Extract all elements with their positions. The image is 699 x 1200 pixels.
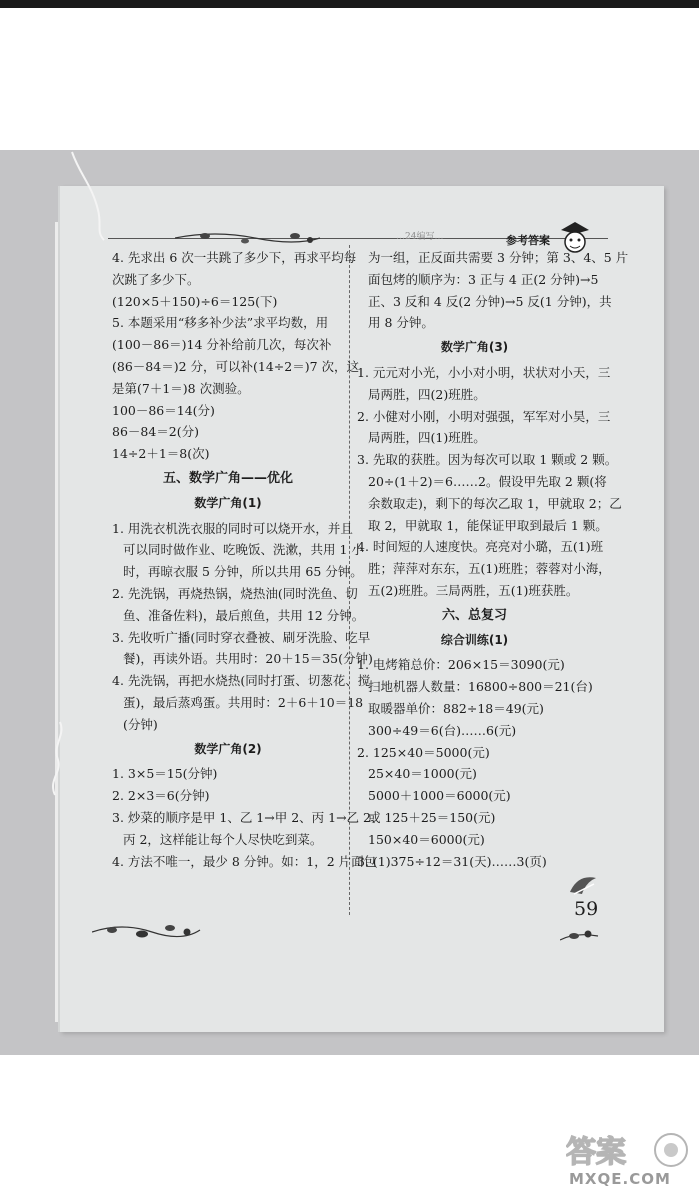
right-column-line: 扫地机器人数量：16800÷800＝21(台)	[368, 679, 593, 695]
right-column-line: 20÷(1＋2)＝6……2。假设甲先取 2 颗(将	[368, 473, 607, 489]
left-column-line: 丙 2，这样能让每个人尽快吃到菜。	[123, 831, 323, 847]
left-column-line: 2. 2×3＝6(分钟)	[112, 788, 210, 804]
right-column-line: 用 8 分钟。	[368, 315, 434, 331]
right-column-line: 300÷49＝6(台)……6(元)	[368, 722, 517, 738]
right-column-line: 局两胜，四(2)班胜。	[368, 386, 486, 402]
right-column-line: 150×40＝6000(元)	[368, 831, 485, 847]
left-column-line: 3. 先收听广播(同时穿衣叠被、刷牙洗脸、吃早	[112, 629, 371, 645]
left-column-line: 是第(7＋1＝)8 次测验。	[112, 380, 250, 396]
right-column-line: 正、3 反和 4 反(2 分钟)→5 反(1 分钟)，共	[368, 293, 612, 309]
left-column-line: 五、数学广角——优化	[162, 470, 293, 486]
left-column-line: 时，再晾衣服 5 分钟，所以共用 65 分钟。	[123, 564, 363, 580]
right-column-line: 或 125＋25＝150(元)	[368, 809, 496, 825]
page-corner-icon	[568, 872, 598, 898]
left-column-line: 14÷2＋1＝8(次)	[112, 446, 210, 462]
right-column-line: 1. 元元对小光，小小对小明，状状对小天，三	[357, 364, 611, 380]
right-column-line: 五(2)班胜。三局两胜，五(1)班获胜。	[368, 582, 579, 598]
left-column-line: 2. 先洗锅，再烧热锅，烧热油(同时洗鱼、切	[112, 585, 358, 601]
right-column-line: 余数取走)，剩下的每次乙取 1，甲就取 2；乙	[368, 495, 622, 511]
right-column-line: 面包烤的顺序为：3 正与 4 正(2 分钟)→5	[368, 271, 599, 287]
left-column	[112, 247, 384, 872]
left-column-line: 可以同时做作业、吃晚饭、洗漱，共用 1 小	[123, 542, 364, 558]
left-column-line: 100－86＝14(分)	[112, 402, 215, 418]
right-column	[357, 247, 629, 872]
left-column-line: 5. 本题采用“移多补少法”求平均数，用	[112, 315, 329, 331]
left-column-line: 86－84＝2(分)	[112, 424, 200, 440]
left-column-line: 4. 先求出 6 次一共跳了多少下，再求平均每	[112, 250, 357, 265]
right-column-line: 3. 先取的获胜。因为每次可以取 1 颗或 2 颗。	[357, 452, 618, 468]
left-column-line: 4. 方法不唯一，最少 8 分钟。如：1，2 片面包	[112, 853, 377, 869]
right-column-line: 为一组，正反面共需要 3 分钟；第 3、4、5 片	[368, 250, 629, 265]
right-column-line: 六、总复习	[441, 607, 507, 623]
right-column-line: 综合训练(1)	[440, 632, 509, 647]
right-column-line: 25×40＝1000(元)	[368, 766, 477, 782]
left-column-line: (120×5＋150)÷6＝125(下)	[112, 293, 278, 309]
page-number: 59	[574, 898, 599, 920]
watermark-text: MXQE.COM	[569, 1170, 671, 1188]
left-column-line: 数学广角(2)	[194, 741, 262, 756]
left-column-line: 4. 先洗锅，再把水烧热(同时打蛋、切葱花、搅	[112, 673, 371, 689]
left-column-line: (86－84＝)2 分，可以补(14÷2＝)7 次，这	[112, 358, 360, 374]
left-column-line: (100－86＝)14 分补给前几次，每次补	[112, 337, 332, 353]
right-column-line: 取 2，甲就取 1，能保证甲取到最后 1 颗。	[368, 517, 608, 533]
watermark-logo-icon	[566, 1128, 696, 1172]
left-column-line: 次跳了多少下。	[112, 271, 200, 287]
right-column-line: 取暖器单价：882÷18＝49(元)	[368, 700, 544, 716]
right-column-line: 5000＋1000＝6000(元)	[368, 788, 511, 804]
right-column-line: 4. 时间短的人速度快。亮亮对小璐，五(1)班	[357, 539, 604, 555]
left-column-line: 1. 用洗衣机洗衣服的同时可以烧开水，并且	[112, 520, 353, 536]
right-column-line: 3. (1)375÷12＝31(天)……3(页)	[357, 853, 547, 869]
left-column-line: 3. 炒菜的顺序是甲 1、乙 1→甲 2、丙 1→乙 2、	[112, 809, 384, 825]
left-column-line: 1. 3×5＝15(分钟)	[112, 766, 218, 782]
right-column-line: 数学广角(3)	[440, 340, 509, 355]
right-column-line: 胜；萍萍对东东，五(1)班胜；蓉蓉对小海，	[368, 561, 611, 577]
left-column-line: 餐)，再读外语。共用时：20＋15＝35(分钟)	[123, 651, 373, 667]
right-column-line: 局两胜，四(1)班胜。	[368, 430, 486, 446]
left-column-line: 数学广角(1)	[194, 495, 262, 510]
right-column-line: 2. 125×40＝5000(元)	[357, 744, 490, 760]
right-column-line: 2. 小健对小刚，小明对强强，军军对小昊，三	[357, 408, 611, 424]
right-column-line: 1. 电烤箱总价：206×15＝3090(元)	[357, 657, 565, 673]
left-column-line: (分钟)	[123, 716, 158, 732]
header-title: 参考答案	[506, 234, 550, 247]
left-column-line: 鱼、准备佐料)，最后煎鱼，共用 12 分钟。	[123, 607, 365, 623]
header-faint-mark: …24编写…	[396, 232, 444, 242]
top-status-bar	[0, 0, 699, 8]
svg-text:答案: 答案	[566, 1135, 626, 1170]
left-column-line: 蛋)，最后蒸鸡蛋。共用时：2＋6＋10＝18	[123, 694, 364, 710]
